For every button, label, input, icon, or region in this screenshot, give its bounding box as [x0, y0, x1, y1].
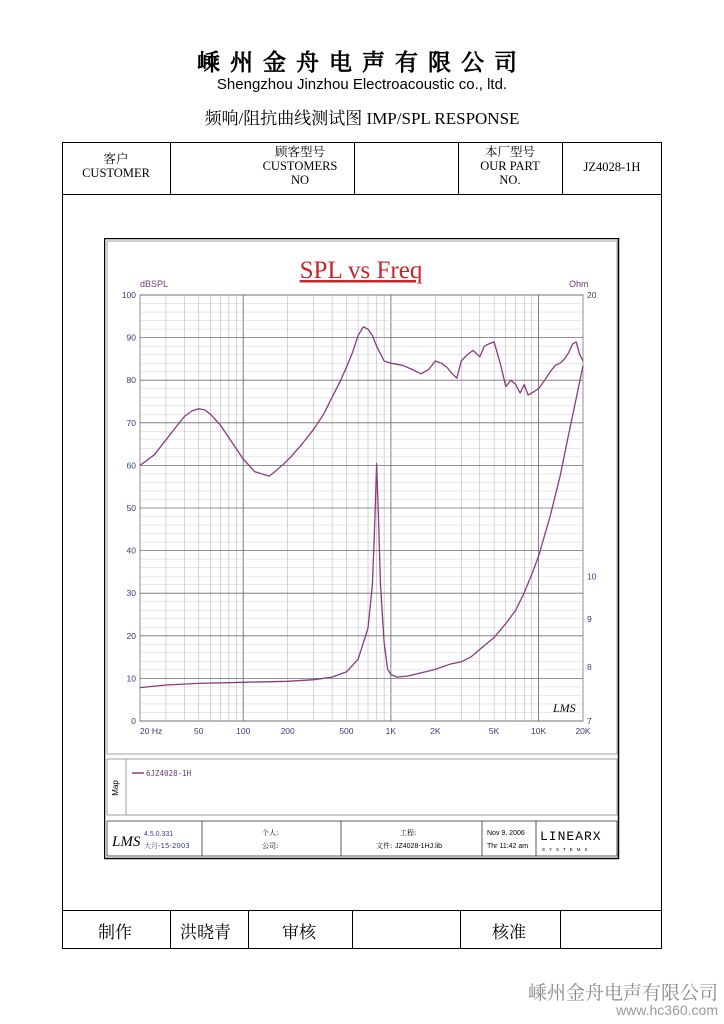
our-part-label	[458, 145, 562, 187]
y-tick-label-left: 40	[126, 545, 136, 556]
software-version: 4.5.0.331	[144, 831, 174, 838]
y-tick-label-left: 20	[126, 630, 136, 641]
report-title: 频响/阻抗曲线测试图 IMP/SPL RESPONSE	[204, 109, 520, 128]
legend-box	[107, 759, 617, 815]
info-table-divider	[354, 142, 355, 194]
y-tick-label-right: 8	[587, 661, 592, 672]
made-by-label: 制作	[98, 923, 132, 943]
x-tick-label: 20 Hz	[140, 726, 163, 736]
lms-logo: LMS	[112, 834, 141, 850]
x-tick-label: 20K	[575, 726, 591, 736]
y-tick-label-right: 10	[587, 571, 597, 582]
lms-watermark-logo: LMS	[553, 701, 576, 715]
y-tick-label-left: 10	[126, 673, 136, 684]
x-tick-label: 2K	[430, 726, 441, 736]
software-date: 大月-15-2003	[144, 842, 190, 850]
legend-series-label: 6JZ4028-1H	[146, 769, 192, 778]
our-part-label-cn: 本厂型号	[484, 145, 535, 159]
company-name-en: Shengzhou Jinzhou Electroacoustic co., ltd.	[216, 76, 508, 93]
signoff-divider	[560, 910, 561, 949]
y-tick-label-left: 50	[126, 503, 136, 513]
company-name-cn: 嵊州金舟电声有限公司	[197, 50, 527, 76]
watermark-company: 嵊州金舟电声有限公司	[527, 982, 718, 1004]
chart-grid	[140, 295, 583, 721]
y-tick-label-left: 30	[126, 588, 136, 599]
footer-time: Thr 11:42 am	[487, 843, 529, 850]
x-tick-label: 50	[194, 726, 204, 736]
y-tick-label-right: 20	[587, 290, 597, 300]
y-axis-label-right: Ohm	[569, 279, 589, 289]
customer-model-label-en-1: CUSTOMERS	[262, 159, 338, 173]
x-tick-label: 200	[280, 726, 295, 736]
customer-model-label-cn: 顾客型号	[274, 145, 325, 159]
info-table-divider	[62, 194, 662, 195]
signoff-divider	[352, 910, 353, 949]
watermark-url: www.hc360.com	[616, 1002, 718, 1018]
x-tick-label: 500	[339, 726, 354, 736]
y-tick-label-right: 7	[587, 716, 592, 726]
legend-map-label: Map	[111, 780, 120, 796]
customer-label-en: CUSTOMER	[82, 166, 150, 180]
footer-file-value: JZ4028-1HJ.lib	[395, 843, 443, 850]
chart-title: SPL vs Freq	[299, 257, 423, 284]
x-tick-label: 1K	[385, 726, 397, 736]
footer-date: Nov 9, 2006	[487, 830, 525, 837]
x-tick-label: 10K	[530, 726, 547, 736]
y-tick-label-left: 80	[126, 375, 136, 386]
linearx-brand: LINEARX	[540, 829, 602, 844]
signoff-divider	[170, 910, 171, 949]
y-tick-label-left: 0	[131, 716, 136, 726]
y-axis-label-left: dBSPL	[140, 279, 169, 289]
customer-label	[62, 152, 170, 180]
info-table-divider	[170, 142, 171, 194]
y-tick-label-right: 9	[587, 614, 592, 625]
x-tick-label: 5K	[488, 726, 500, 736]
y-tick-label-left: 100	[121, 290, 136, 300]
footer-project-label: 工程:	[400, 829, 417, 837]
x-tick-label: 100	[236, 726, 251, 736]
spl-impedance-chart	[104, 238, 620, 860]
customer-label-cn: 客户	[103, 152, 129, 166]
footer-company-label: 公司:	[262, 842, 279, 850]
made-by-value: 洪晓青	[180, 923, 231, 943]
customer-model-label-en-2: NO	[290, 173, 310, 187]
customer-model-label	[246, 145, 354, 187]
linearx-brand-sub: SYSTEMS	[542, 847, 592, 852]
footer-file-label: 文件:	[376, 842, 393, 850]
footer-customer-label: 个人:	[262, 829, 279, 837]
signoff-divider	[248, 910, 249, 949]
our-part-label-en-1: OUR PART	[480, 159, 540, 173]
our-part-value: JZ4028-1H	[583, 160, 641, 174]
y-tick-label-left: 60	[126, 460, 136, 471]
our-part-label-en-2: NO.	[499, 173, 521, 187]
signoff-divider	[62, 910, 662, 911]
signoff-divider	[460, 910, 461, 949]
y-tick-label-left: 70	[126, 417, 136, 428]
review-label: 审核	[282, 923, 316, 943]
approve-label: 核准	[492, 923, 526, 943]
y-tick-label-left: 90	[126, 332, 136, 343]
